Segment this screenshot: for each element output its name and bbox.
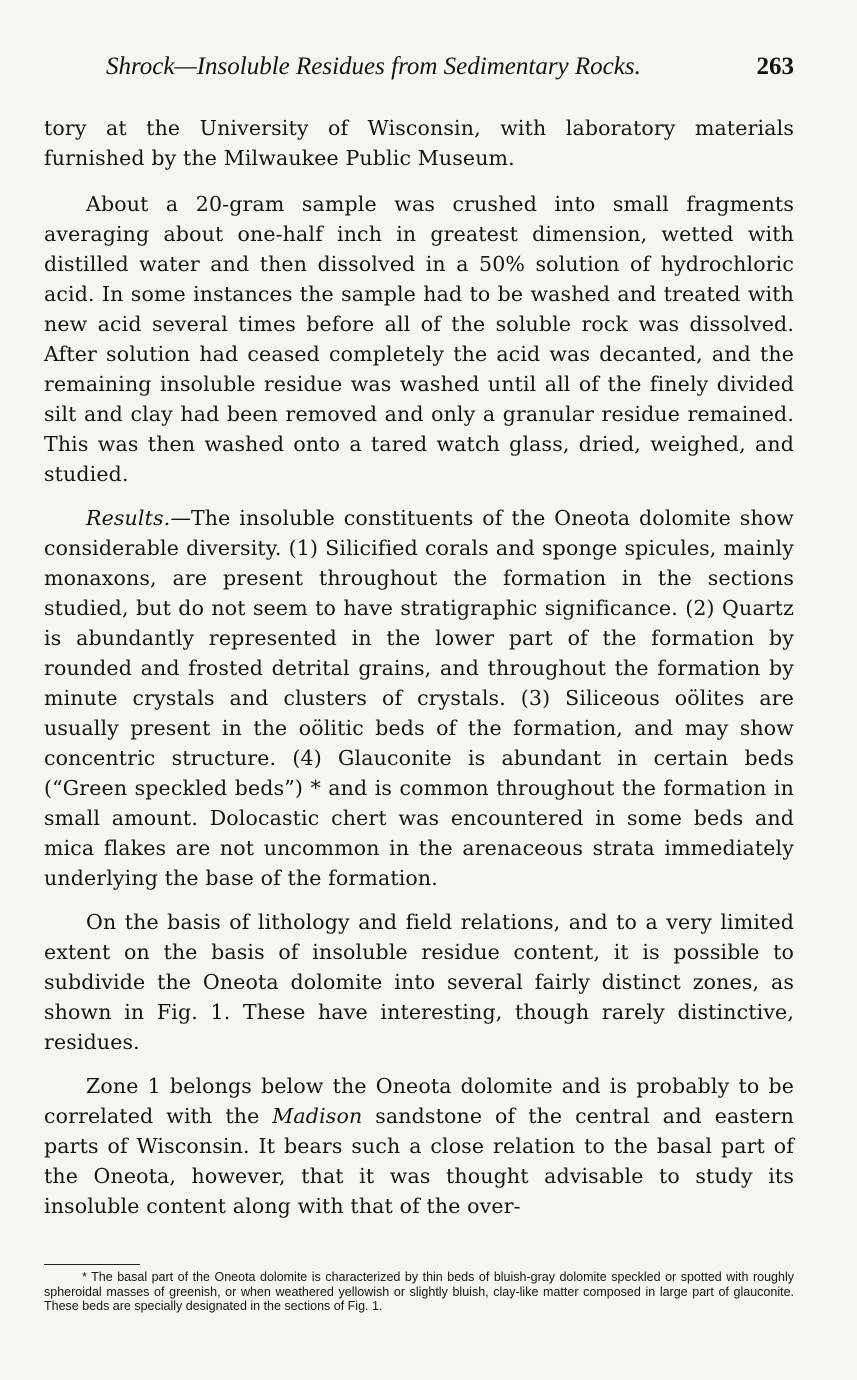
paragraph-results: [44, 503, 794, 893]
paragraph-sample-method: About a 20-gram sample was crushed into small fragments averaging about one-half inch in greatest dimension, wetted with distilled water and then dissolved in a 50% solution of hydrochloric acid. In some instances the sample had to be washed and treated with new acid several times before all of the soluble rock was dissolved. After solution had ceased completely the acid was decanted, and the remaining insoluble residue was washed until all of the finely divided silt and clay had been removed and only a granular residue remained. This was then washed onto a tared watch glass, dried, weighed, and studied.: [44, 192, 794, 486]
zone-1-text-start: Zone 1 belongs below the Oneota dolomite and is probably to be correlated with the: [44, 1074, 794, 1128]
madison-term: Madison: [272, 1104, 363, 1128]
zone-1-text-end: sandstone of the central and eastern parts of Wisconsin. It bears such a close relation to the basal part of the Oneota, however, that it was thought advisable to study its insoluble content along with that of the over-: [44, 1104, 794, 1218]
running-title: Shrock—Insoluble Residues from Sedimentary Rocks.: [106, 53, 641, 80]
footnote: * The basal part of the Oneota dolomite is characterized by thin beds of bluish-gray dolomite speckled or spotted with roughly spheroidal masses of greenish, or when weathered yellowish or slightly bluish, clay-like matter composed in large part of glauconite. These beds are specially designated in the sections of Fig. 1.: [44, 1270, 794, 1313]
footnote-divider: [44, 1264, 140, 1265]
results-heading: Results.: [86, 506, 171, 530]
paragraph-zones: On the basis of lithology and field relations, and to a very limited extent on the basis of insoluble residue content, it is possible to subdivide the Oneota dolomite into several fairly distinct zones, as shown in Fig. 1. These have interesting, though rarely distinctive, residues.: [44, 910, 794, 1054]
paragraph-continuation: tory at the University of Wisconsin, with laboratory materials furnished by the Milwaukee Public Museum.: [44, 116, 794, 170]
results-body: —The insoluble constituents of the Oneota dolomite show considerable diversity. (1) Silicified corals and sponge spicules, mainly monaxons, are present throughout the formation in the sections studied, but do not seem to have stratigraphic significance. (2) Quartz is abundantly represented in the lower part of the formation by rounded and frosted detrital grains, and throughout the formation by minute crystals and clusters of crystals. (3) Siliceous oölites are usually present in the oölitic beds of the formation, and may show concentric structure. (4) Glauconite is abundant in certain beds (“Green speckled beds”) * and is common throughout the formation in small amount. Dolocastic chert was encountered in some beds and mica flakes are not uncommon in the arenaceous strata immediately underlying the base of the formation.: [44, 506, 794, 890]
paragraph-zone-1: [44, 1071, 794, 1221]
body-text: [44, 113, 794, 1235]
running-header: [106, 50, 794, 84]
page-number: 263: [756, 53, 794, 80]
journal-page: [44, 0, 794, 1380]
